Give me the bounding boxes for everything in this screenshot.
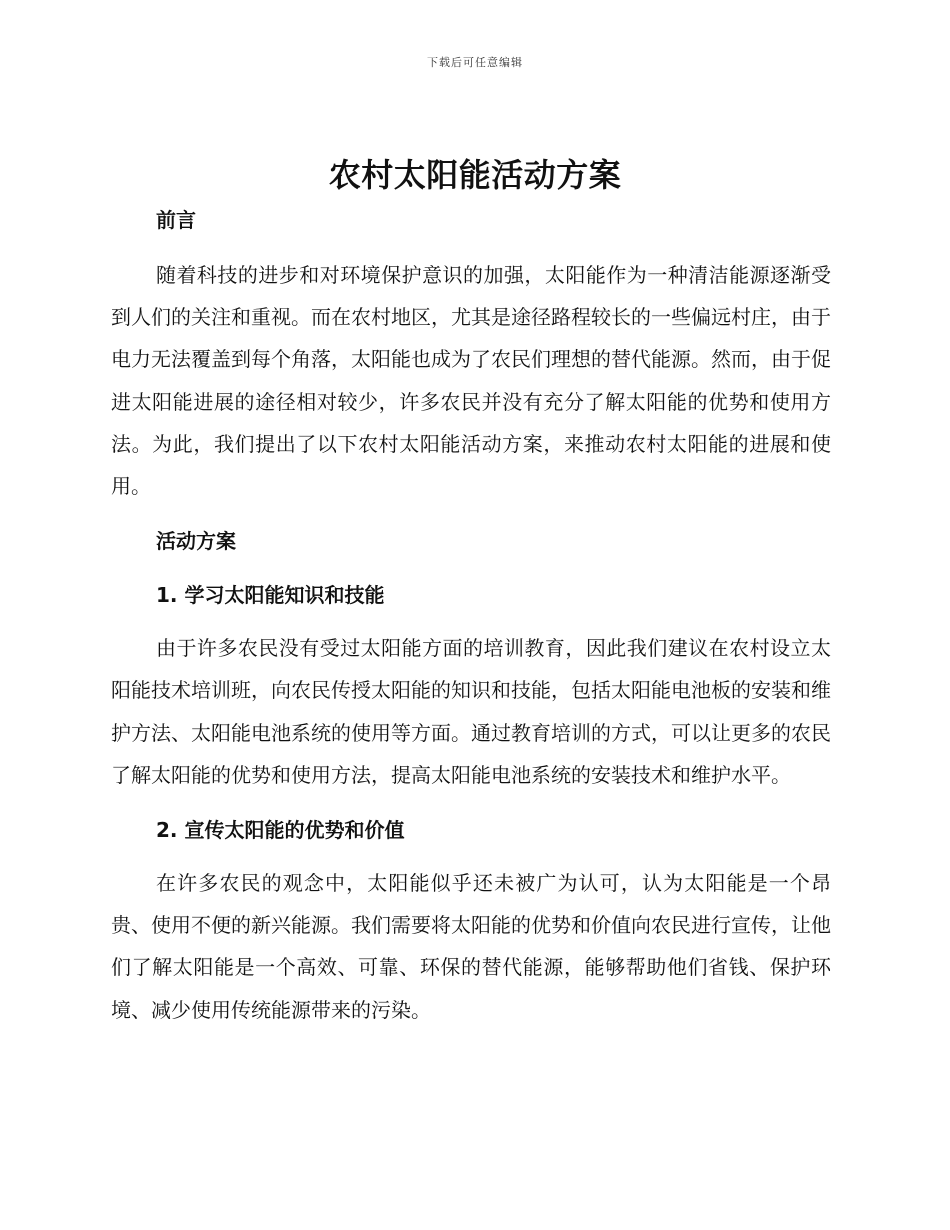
section-1-heading: 1. 学习太阳能知识和技能: [156, 583, 385, 608]
section-2-heading: 2. 宣传太阳能的优势和价值: [156, 818, 405, 843]
document-body: [111, 200, 831, 1031]
plan-heading: 活动方案: [156, 529, 236, 554]
header-note: 下载后可任意编辑: [427, 56, 523, 69]
preface-paragraph: 随着科技的进步和对环境保护意识的加强，太阳能作为一种清洁能源逐渐受到人们的关注和重视。而在农村地区，尤其是途径路程较长的一些偏远村庄，由于电力无法覆盖到每个角落，太阳能也成为了农民们理想的替代能源。然而，由于促进太阳能进展的途径相对较少，许多农民并没有充分了解太阳能的优势和使用方法。为此，我们提出了以下农村太阳能活动方案，来推动农村太阳能的进展和使用。: [111, 263, 831, 499]
section-2-paragraph: 在许多农民的观念中，太阳能似乎还未被广为认可，认为太阳能是一个昂贵、使用不便的新兴能源。我们需要将太阳能的优势和价值向农民进行宣传，让他们了解太阳能是一个高效、可靠、环保的替代能源，能够帮助他们省钱、保护环境、减少使用传统能源带来的污染。: [111, 871, 831, 1022]
section-1-paragraph: 由于许多农民没有受过太阳能方面的培训教育，因此我们建议在农村设立太阳能技术培训班，向农民传授太阳能的知识和技能，包括太阳能电池板的安装和维护方法、太阳能电池系统的使用等方面。通过教育培训的方式，可以让更多的农民了解太阳能的优势和使用方法，提高太阳能电池系统的安装技术和维护水平。: [111, 636, 831, 787]
document-title: 农村太阳能活动方案: [328, 156, 622, 194]
preface-heading: 前言: [156, 208, 196, 232]
